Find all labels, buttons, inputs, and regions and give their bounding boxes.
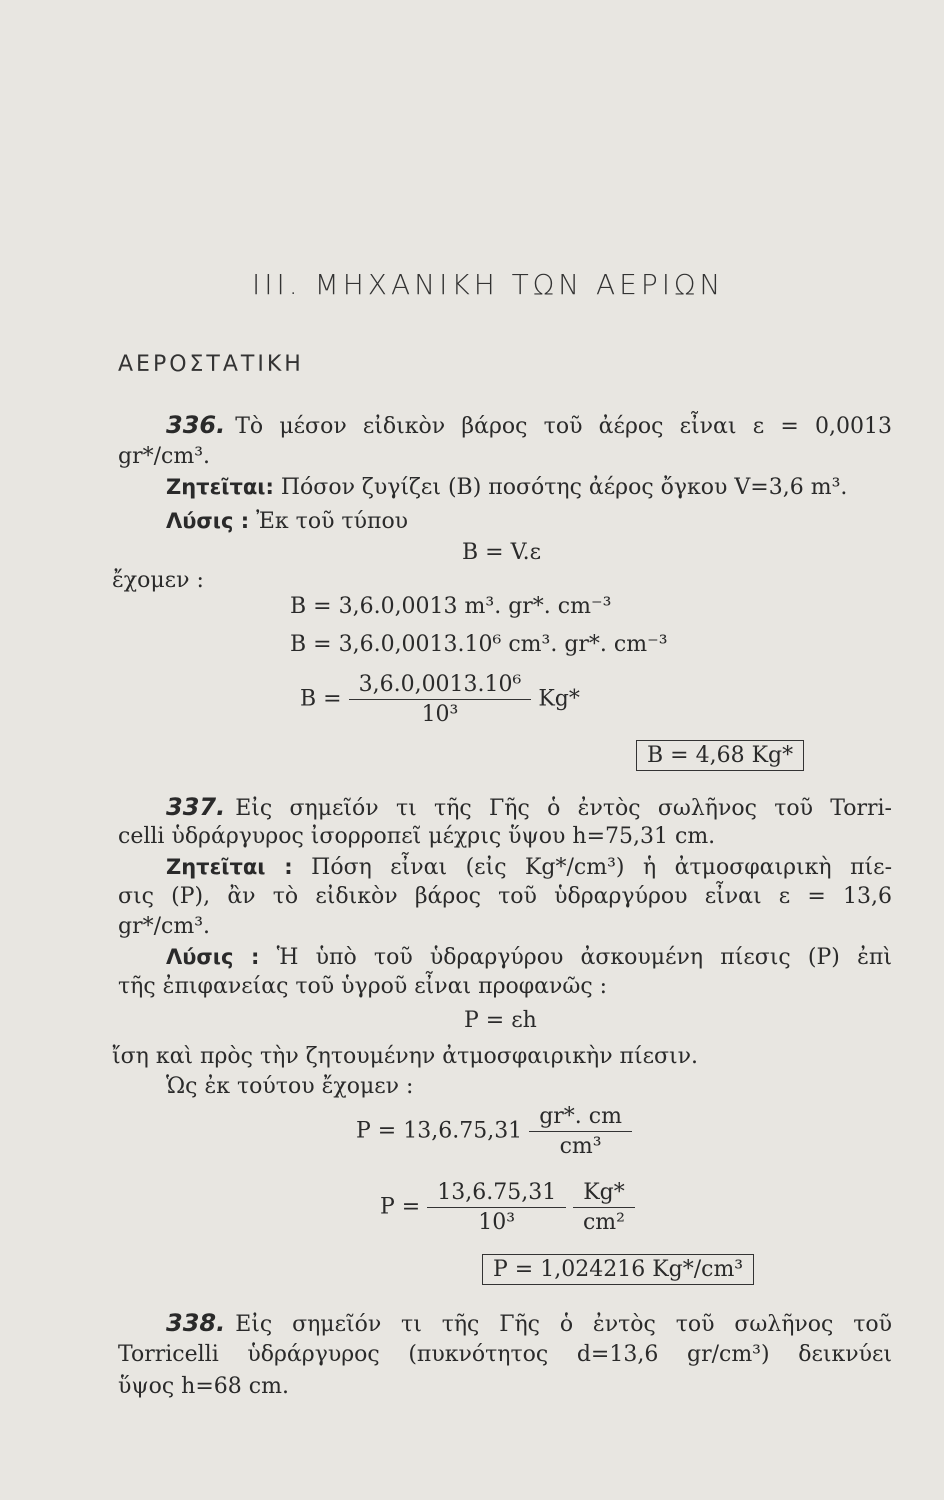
problem-337-line1: 337. Εἰς σημεῖόν τι τῆς Γῆς ὁ ἐντὸς σωλῆνος τοῦ Torri- <box>166 793 892 821</box>
problem-337-formula: P = εh <box>464 1008 537 1033</box>
chapter-title: ΙΙΙ. ΜΗΧΑΝΙΚΗ ΤΩΝ ΑΕΡΙΩΝ <box>252 268 725 301</box>
problem-337-eq2: P = $\frac{13,6.75,31}{\text{10³}}$ $\frac{Kg*}{\text{cm²}}$ <box>380 1180 635 1235</box>
problem-337-line2: celli ὑδράργυρος ἰσορροπεῖ μέχρις ὕψου h=75,31 cm. <box>118 824 716 849</box>
problem-337-solution: Λύσις : Ἡ ὑπὸ τοῦ ὑδραργύρου ἀσκουμένη πίεσις (P) ἐπὶ <box>166 945 892 970</box>
problem-337-eq1: P = 13,6.75,31 $\frac{gr*. cm}{\text{cm³}}$ <box>356 1104 632 1159</box>
fraction: $\frac{13,6.75,31}{\text{10³}}$ <box>427 1180 566 1235</box>
problem-number: 338. <box>166 1309 226 1337</box>
problem-336-formula: Β = V.ε <box>462 540 542 565</box>
problem-336-eq2: Β = 3,6.0,0013.10⁶ cm³. gr*. cm⁻³ <box>290 632 668 657</box>
section-title: ΑΕΡΟΣΤΑΤΙΚΗ <box>118 352 304 377</box>
fraction: $\frac{\text{3,6.0,0013.10⁶}}{\text{10³}}$ <box>349 672 532 727</box>
fraction: $\frac{Kg*}{\text{cm²}}$ <box>573 1180 635 1235</box>
problem-337-question-line3: gr*/cm³. <box>118 914 211 939</box>
problem-337-equal-line: ἴση καὶ πρὸς τὴν ζητουμένην ἀτμοσφαιρικὴν πίεσιν. <box>112 1044 699 1069</box>
problem-336-line2: gr*/cm³. <box>118 444 211 469</box>
problem-337-solution-line2: τῆς ἐπιφανείας τοῦ ὑγροῦ εἶναι προφανῶς : <box>118 974 608 999</box>
fraction: $\frac{gr*. cm}{\text{cm³}}$ <box>529 1104 632 1159</box>
problem-337-question: Ζητεῖται : Πόση εἶναι (εἰς Kg*/cm³) ἡ ἀτμοσφαιρικὴ πίε- <box>166 855 892 880</box>
problem-336-eq3: Β = $\frac{\text{3,6.0,0013.10⁶}}{\text{10³}}$ Kg* <box>300 672 580 727</box>
problem-338-line1: 338. Εἰς σημεῖόν τι τῆς Γῆς ὁ ἐντὸς τοῦ σωλῆνος τοῦ <box>166 1309 892 1337</box>
problem-number: 336. <box>166 411 226 439</box>
problem-338-line2: Torricelli ὑδράργυρος (πυκνότητος d=13,6 gr/cm³) δεικνύει <box>118 1342 892 1367</box>
problem-number: 337. <box>166 793 226 821</box>
problem-336-line1: 336. Τὸ μέσον εἰδικὸν βάρος τοῦ ἀέρος εἶναι ε = 0,0013 <box>166 411 892 439</box>
problem-336-result: Β = 4,68 Kg* <box>636 740 804 771</box>
problem-337-question-line2: σις (P), ἂν τὸ εἰδικὸν βάρος τοῦ ὑδραργύρου εἶναι ε = 13,6 <box>118 884 892 909</box>
problem-337-hence-line: Ὡς ἐκ τούτου ἔχομεν : <box>166 1074 414 1099</box>
problem-336-eq1: Β = 3,6.0,0013 m³. gr*. cm⁻³ <box>290 594 612 619</box>
problem-337-result: P = 1,024216 Kg*/cm³ <box>482 1254 754 1285</box>
problem-336-question: Ζητεῖται: Πόσον ζυγίζει (Β) ποσότης ἀέρος ὄγκου V=3,6 m³. <box>166 475 848 500</box>
problem-336-echomen: ἔχομεν : <box>112 568 204 593</box>
problem-338-line3: ὕψος h=68 cm. <box>118 1374 289 1399</box>
problem-336-solution-intro: Λύσις : Ἐκ τοῦ τύπου <box>166 509 409 534</box>
